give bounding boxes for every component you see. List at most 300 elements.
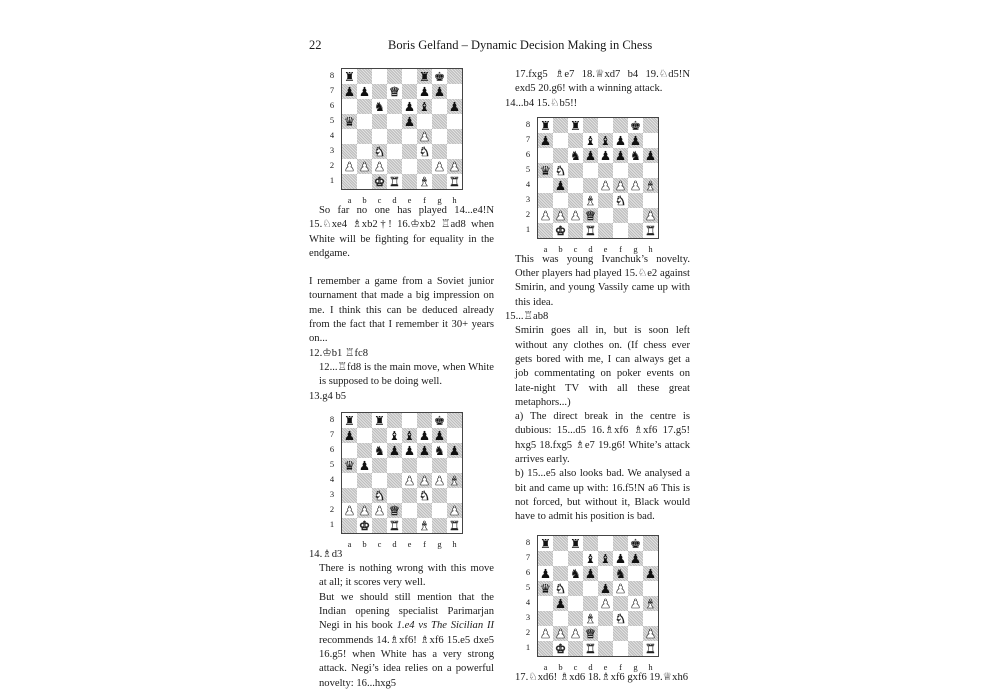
- square-b5: [357, 114, 372, 129]
- square-b8: [357, 413, 372, 428]
- white-pawn-icon: ♟: [599, 177, 612, 193]
- black-pawn-icon: ♟: [644, 565, 657, 581]
- black-pawn-icon: ♟: [418, 442, 431, 458]
- black-rook-icon: ♜: [343, 412, 356, 428]
- square-d2: [387, 503, 402, 518]
- square-d2: [583, 626, 598, 641]
- black-king-icon: ♚: [433, 69, 446, 84]
- file-labels: [342, 537, 462, 549]
- square-a7: [342, 84, 357, 99]
- square-a4: [538, 596, 553, 611]
- rank-label: 2: [329, 503, 335, 514]
- white-pawn-icon: ♟: [358, 502, 371, 518]
- black-pawn-icon: ♟: [418, 84, 431, 99]
- file-label: f: [619, 243, 622, 254]
- chess-board: [341, 412, 463, 534]
- white-knight-icon: ♞: [554, 162, 567, 178]
- chess-diagram: [505, 117, 690, 253]
- white-pawn-icon: ♟: [343, 502, 356, 518]
- square-f2: [613, 626, 628, 641]
- square-c4: [568, 596, 583, 611]
- square-f5: [417, 458, 432, 473]
- square-g5: [628, 163, 643, 178]
- square-b8: [553, 118, 568, 133]
- square-f7: [613, 133, 628, 148]
- white-knight-icon: ♞: [418, 144, 431, 159]
- file-label: b: [558, 661, 563, 672]
- square-b5: [357, 458, 372, 473]
- rank-labels: [524, 117, 532, 237]
- square-f6: [613, 148, 628, 163]
- square-g3: [628, 611, 643, 626]
- black-pawn-icon: ♟: [433, 84, 446, 99]
- square-b1: [357, 518, 372, 533]
- white-queen-icon: ♛: [388, 502, 401, 518]
- square-d7: [583, 133, 598, 148]
- black-knight-icon: ♞: [569, 565, 582, 581]
- square-h2: [447, 159, 462, 174]
- white-king-icon: ♚: [358, 517, 371, 533]
- square-b2: [553, 626, 568, 641]
- rank-label: 7: [525, 551, 531, 562]
- square-f3: [417, 144, 432, 159]
- square-e1: [598, 641, 613, 656]
- square-d8: [387, 413, 402, 428]
- square-c7: [568, 133, 583, 148]
- square-f4: [613, 178, 628, 193]
- file-label: f: [619, 661, 622, 672]
- square-e1: [402, 174, 417, 189]
- white-king-icon: ♚: [373, 174, 386, 189]
- rank-label: 1: [525, 641, 531, 652]
- square-h6: [447, 443, 462, 458]
- file-label: c: [377, 195, 382, 205]
- square-c6: [372, 99, 387, 114]
- rank-label: 6: [329, 443, 335, 454]
- square-c6: [568, 566, 583, 581]
- square-a2: [538, 626, 553, 641]
- black-knight-icon: ♞: [614, 565, 627, 581]
- black-pawn-icon: ♟: [599, 147, 612, 163]
- square-h4: [447, 129, 462, 144]
- square-f3: [417, 488, 432, 503]
- square-e4: [598, 178, 613, 193]
- square-b7: [553, 551, 568, 566]
- square-h2: [643, 626, 658, 641]
- square-h2: [643, 208, 658, 223]
- square-a3: [538, 611, 553, 626]
- black-pawn-icon: ♟: [343, 427, 356, 443]
- file-label: b: [362, 538, 367, 549]
- rank-label: 5: [525, 163, 531, 174]
- white-bishop-icon: ♝: [644, 177, 657, 193]
- square-g1: [628, 641, 643, 656]
- square-c8: [372, 69, 387, 84]
- file-label: c: [573, 243, 578, 254]
- square-h4: [447, 473, 462, 488]
- square-c2: [372, 503, 387, 518]
- square-g6: [628, 566, 643, 581]
- square-e6: [402, 99, 417, 114]
- rank-label: 8: [329, 70, 335, 80]
- square-d6: [583, 148, 598, 163]
- square-f4: [613, 596, 628, 611]
- square-c5: [372, 114, 387, 129]
- white-queen-icon: ♛: [584, 207, 597, 223]
- black-pawn-icon: ♟: [629, 550, 642, 566]
- square-a5: [342, 458, 357, 473]
- rank-labels: [328, 68, 336, 188]
- square-c1: [568, 641, 583, 656]
- black-king-icon: ♚: [433, 412, 446, 428]
- white-bishop-icon: ♝: [418, 174, 431, 189]
- black-pawn-icon: ♟: [343, 84, 356, 99]
- square-a5: [538, 581, 553, 596]
- white-queen-icon: ♛: [584, 625, 597, 641]
- square-h4: [643, 178, 658, 193]
- square-e8: [402, 413, 417, 428]
- square-c3: [568, 193, 583, 208]
- file-label: c: [377, 538, 382, 549]
- square-b7: [357, 84, 372, 99]
- square-f7: [417, 84, 432, 99]
- square-b1: [553, 641, 568, 656]
- square-f7: [417, 428, 432, 443]
- white-pawn-icon: ♟: [599, 595, 612, 611]
- rank-label: 5: [329, 115, 335, 125]
- white-pawn-icon: ♟: [539, 207, 552, 223]
- square-b6: [553, 148, 568, 163]
- black-rook-icon: ♜: [418, 69, 431, 84]
- square-g2: [432, 503, 447, 518]
- black-bishop-icon: ♝: [388, 427, 401, 443]
- square-a6: [538, 566, 553, 581]
- file-label: d: [392, 538, 397, 549]
- file-label: e: [603, 661, 608, 672]
- white-pawn-icon: ♟: [343, 159, 356, 174]
- white-pawn-icon: ♟: [644, 625, 657, 641]
- black-knight-icon: ♞: [373, 99, 386, 114]
- square-d2: [583, 208, 598, 223]
- square-h5: [447, 114, 462, 129]
- white-pawn-icon: ♟: [448, 502, 461, 518]
- black-pawn-icon: ♟: [584, 565, 597, 581]
- square-c2: [568, 208, 583, 223]
- page-header: [0, 38, 1000, 54]
- square-g1: [432, 518, 447, 533]
- black-pawn-icon: ♟: [614, 132, 627, 148]
- variation-note: But we should still mention that the Indian opening specialist Parimarjan Negi in his book 1.e4 vs The Sicilian II recommends 14.♗xf6! ♗xf6 15.e5 dxe5 16.g5! when White has a very strong attack. Negi’s idea relies on a powerful novelty: 16...hxg5: [319, 591, 494, 689]
- square-e7: [402, 84, 417, 99]
- square-f1: [417, 174, 432, 189]
- square-h7: [447, 84, 462, 99]
- white-pawn-icon: ♟: [373, 159, 386, 174]
- black-pawn-icon: ♟: [358, 457, 371, 473]
- square-a2: [538, 208, 553, 223]
- file-label: a: [543, 661, 548, 672]
- square-e8: [402, 69, 417, 84]
- square-e2: [598, 626, 613, 641]
- white-bishop-icon: ♝: [418, 517, 431, 533]
- black-pawn-icon: ♟: [599, 580, 612, 596]
- square-h3: [447, 488, 462, 503]
- black-pawn-icon: ♟: [554, 177, 567, 193]
- white-rook-icon: ♜: [584, 222, 597, 238]
- square-a1: [538, 223, 553, 238]
- file-label: b: [362, 195, 367, 205]
- square-e6: [598, 566, 613, 581]
- square-g3: [432, 488, 447, 503]
- square-g3: [628, 193, 643, 208]
- white-pawn-icon: ♟: [373, 502, 386, 518]
- square-b1: [357, 174, 372, 189]
- square-e3: [402, 144, 417, 159]
- square-f6: [613, 566, 628, 581]
- square-g6: [432, 443, 447, 458]
- variation-note: a) The direct break in the centre is dubious: 15...d5 16.♗xf6 ♗xf6 17.g5! hxg5 18.fxg5 ♗e7 19.g6! White’s attack arrives early.: [515, 411, 690, 466]
- square-e4: [402, 473, 417, 488]
- square-c8: [568, 536, 583, 551]
- square-c1: [372, 174, 387, 189]
- square-d6: [583, 566, 598, 581]
- square-b6: [553, 566, 568, 581]
- paragraph: I remember a game from a Soviet junior tournament that made a big impression on me. I think this can be deduced already from the fact that I remember it 30+ years on...: [309, 276, 494, 345]
- square-c2: [372, 159, 387, 174]
- white-knight-icon: ♞: [373, 487, 386, 503]
- black-rook-icon: ♜: [539, 535, 552, 551]
- rank-label: 4: [329, 130, 335, 140]
- black-pawn-icon: ♟: [644, 147, 657, 163]
- rank-label: 8: [329, 413, 335, 424]
- white-rook-icon: ♜: [448, 517, 461, 533]
- rank-label: 4: [525, 178, 531, 189]
- square-a1: [342, 518, 357, 533]
- square-d7: [583, 551, 598, 566]
- black-pawn-icon: ♟: [433, 427, 446, 443]
- square-c5: [372, 458, 387, 473]
- rank-labels: [524, 535, 532, 655]
- square-f8: [613, 536, 628, 551]
- square-f3: [613, 193, 628, 208]
- file-label: h: [648, 661, 653, 672]
- file-label: h: [648, 243, 653, 254]
- square-a4: [342, 473, 357, 488]
- square-b3: [553, 193, 568, 208]
- square-g4: [628, 596, 643, 611]
- rank-label: 3: [525, 193, 531, 204]
- rank-label: 7: [329, 428, 335, 439]
- square-b4: [553, 596, 568, 611]
- main-move: 14...b4 15.♘b5!!: [505, 97, 578, 109]
- square-e3: [598, 611, 613, 626]
- square-a3: [538, 193, 553, 208]
- white-knight-icon: ♞: [373, 144, 386, 159]
- square-h6: [643, 148, 658, 163]
- square-e5: [402, 458, 417, 473]
- square-b2: [553, 208, 568, 223]
- square-e7: [598, 133, 613, 148]
- chess-diagram: [309, 412, 494, 548]
- rank-label: 1: [329, 518, 335, 529]
- square-d5: [583, 163, 598, 178]
- square-g7: [628, 551, 643, 566]
- square-b3: [357, 488, 372, 503]
- square-d8: [387, 69, 402, 84]
- file-label: d: [588, 661, 593, 672]
- main-move: 15...♖ab8: [505, 311, 549, 323]
- file-label: g: [633, 661, 638, 672]
- white-pawn-icon: ♟: [644, 207, 657, 223]
- square-d3: [583, 193, 598, 208]
- square-h6: [447, 99, 462, 114]
- file-label: a: [347, 195, 352, 205]
- rank-label: 5: [329, 458, 335, 469]
- square-e7: [402, 428, 417, 443]
- square-h1: [643, 641, 658, 656]
- white-pawn-icon: ♟: [554, 625, 567, 641]
- square-h6: [643, 566, 658, 581]
- black-pawn-icon: ♟: [403, 442, 416, 458]
- variation-note: 17.fxg5 ♗e7 18.♕xd7 b4 19.♘d5!N exd5 20.g6! with a winning attack.: [515, 69, 690, 95]
- square-f6: [417, 443, 432, 458]
- main-move: 13.g4 b5: [309, 390, 347, 402]
- square-e8: [598, 536, 613, 551]
- square-d5: [387, 458, 402, 473]
- black-pawn-icon: ♟: [418, 427, 431, 443]
- square-h7: [643, 551, 658, 566]
- black-pawn-icon: ♟: [358, 84, 371, 99]
- square-a2: [342, 159, 357, 174]
- square-e2: [598, 208, 613, 223]
- square-e3: [598, 193, 613, 208]
- square-e5: [598, 163, 613, 178]
- file-label: g: [437, 195, 442, 205]
- running-title: Boris Gelfand – Dynamic Decision Making in Chess: [388, 38, 653, 52]
- square-d1: [583, 223, 598, 238]
- file-labels: [538, 242, 658, 254]
- file-labels: [342, 193, 462, 205]
- black-pawn-icon: ♟: [403, 99, 416, 114]
- black-rook-icon: ♜: [343, 69, 356, 84]
- black-pawn-icon: ♟: [448, 442, 461, 458]
- black-knight-icon: ♞: [569, 147, 582, 163]
- file-labels: [538, 660, 658, 672]
- square-d4: [583, 178, 598, 193]
- square-c5: [568, 581, 583, 596]
- white-bishop-icon: ♝: [448, 472, 461, 488]
- white-pawn-icon: ♟: [569, 207, 582, 223]
- square-c4: [568, 178, 583, 193]
- square-c1: [372, 518, 387, 533]
- file-label: a: [543, 243, 548, 254]
- square-b1: [553, 223, 568, 238]
- square-d7: [387, 428, 402, 443]
- square-a4: [538, 178, 553, 193]
- rank-label: 2: [329, 160, 335, 170]
- rank-label: 4: [329, 473, 335, 484]
- square-g3: [432, 144, 447, 159]
- square-d4: [583, 596, 598, 611]
- square-c6: [372, 443, 387, 458]
- right-column: [505, 68, 690, 685]
- square-e4: [402, 129, 417, 144]
- black-bishop-icon: ♝: [584, 550, 597, 566]
- black-rook-icon: ♜: [569, 117, 582, 133]
- square-g6: [628, 148, 643, 163]
- square-e2: [402, 503, 417, 518]
- square-a3: [342, 488, 357, 503]
- white-knight-icon: ♞: [614, 610, 627, 626]
- white-pawn-icon: ♟: [569, 625, 582, 641]
- rank-label: 5: [525, 581, 531, 592]
- square-b5: [553, 163, 568, 178]
- square-d1: [387, 174, 402, 189]
- file-label: e: [603, 243, 608, 254]
- square-d5: [387, 114, 402, 129]
- square-e3: [402, 488, 417, 503]
- file-label: h: [452, 538, 457, 549]
- square-h7: [447, 428, 462, 443]
- white-pawn-icon: ♟: [403, 472, 416, 488]
- white-pawn-icon: ♟: [614, 177, 627, 193]
- white-bishop-icon: ♝: [584, 192, 597, 208]
- square-d1: [387, 518, 402, 533]
- square-f5: [613, 581, 628, 596]
- file-label: a: [347, 538, 352, 549]
- white-knight-icon: ♞: [614, 192, 627, 208]
- square-d8: [583, 118, 598, 133]
- square-b7: [357, 428, 372, 443]
- square-c4: [372, 129, 387, 144]
- square-g8: [432, 69, 447, 84]
- square-h7: [643, 133, 658, 148]
- white-pawn-icon: ♟: [629, 177, 642, 193]
- chess-board: [341, 68, 463, 190]
- white-knight-icon: ♞: [554, 580, 567, 596]
- square-e1: [402, 518, 417, 533]
- square-a2: [342, 503, 357, 518]
- square-a6: [342, 443, 357, 458]
- black-bishop-icon: ♝: [584, 132, 597, 148]
- variation-note: Smirin goes all in, but is soon left without any clothes on. (If chess ever gets bored with me, I can always get a job commentating on poker events on late-night TV with all these great metaphors...): [515, 325, 690, 408]
- black-rook-icon: ♜: [539, 117, 552, 133]
- white-rook-icon: ♜: [388, 517, 401, 533]
- square-f3: [613, 611, 628, 626]
- rank-label: 8: [525, 536, 531, 547]
- black-king-icon: ♚: [629, 535, 642, 551]
- black-queen-icon: ♛: [539, 580, 552, 596]
- square-a6: [538, 148, 553, 163]
- black-bishop-icon: ♝: [403, 427, 416, 443]
- square-a7: [342, 428, 357, 443]
- white-pawn-icon: ♟: [358, 159, 371, 174]
- square-g7: [628, 133, 643, 148]
- white-pawn-icon: ♟: [554, 207, 567, 223]
- square-h4: [643, 596, 658, 611]
- main-move: 12.♔b1 ♖fc8: [309, 347, 369, 359]
- white-pawn-icon: ♟: [448, 159, 461, 174]
- file-label: e: [407, 195, 412, 205]
- square-d1: [583, 641, 598, 656]
- square-h8: [447, 413, 462, 428]
- square-d6: [387, 99, 402, 114]
- white-pawn-icon: ♟: [418, 129, 431, 144]
- file-label: b: [558, 243, 563, 254]
- square-h2: [447, 503, 462, 518]
- square-d8: [583, 536, 598, 551]
- file-label: g: [437, 538, 442, 549]
- square-a3: [342, 144, 357, 159]
